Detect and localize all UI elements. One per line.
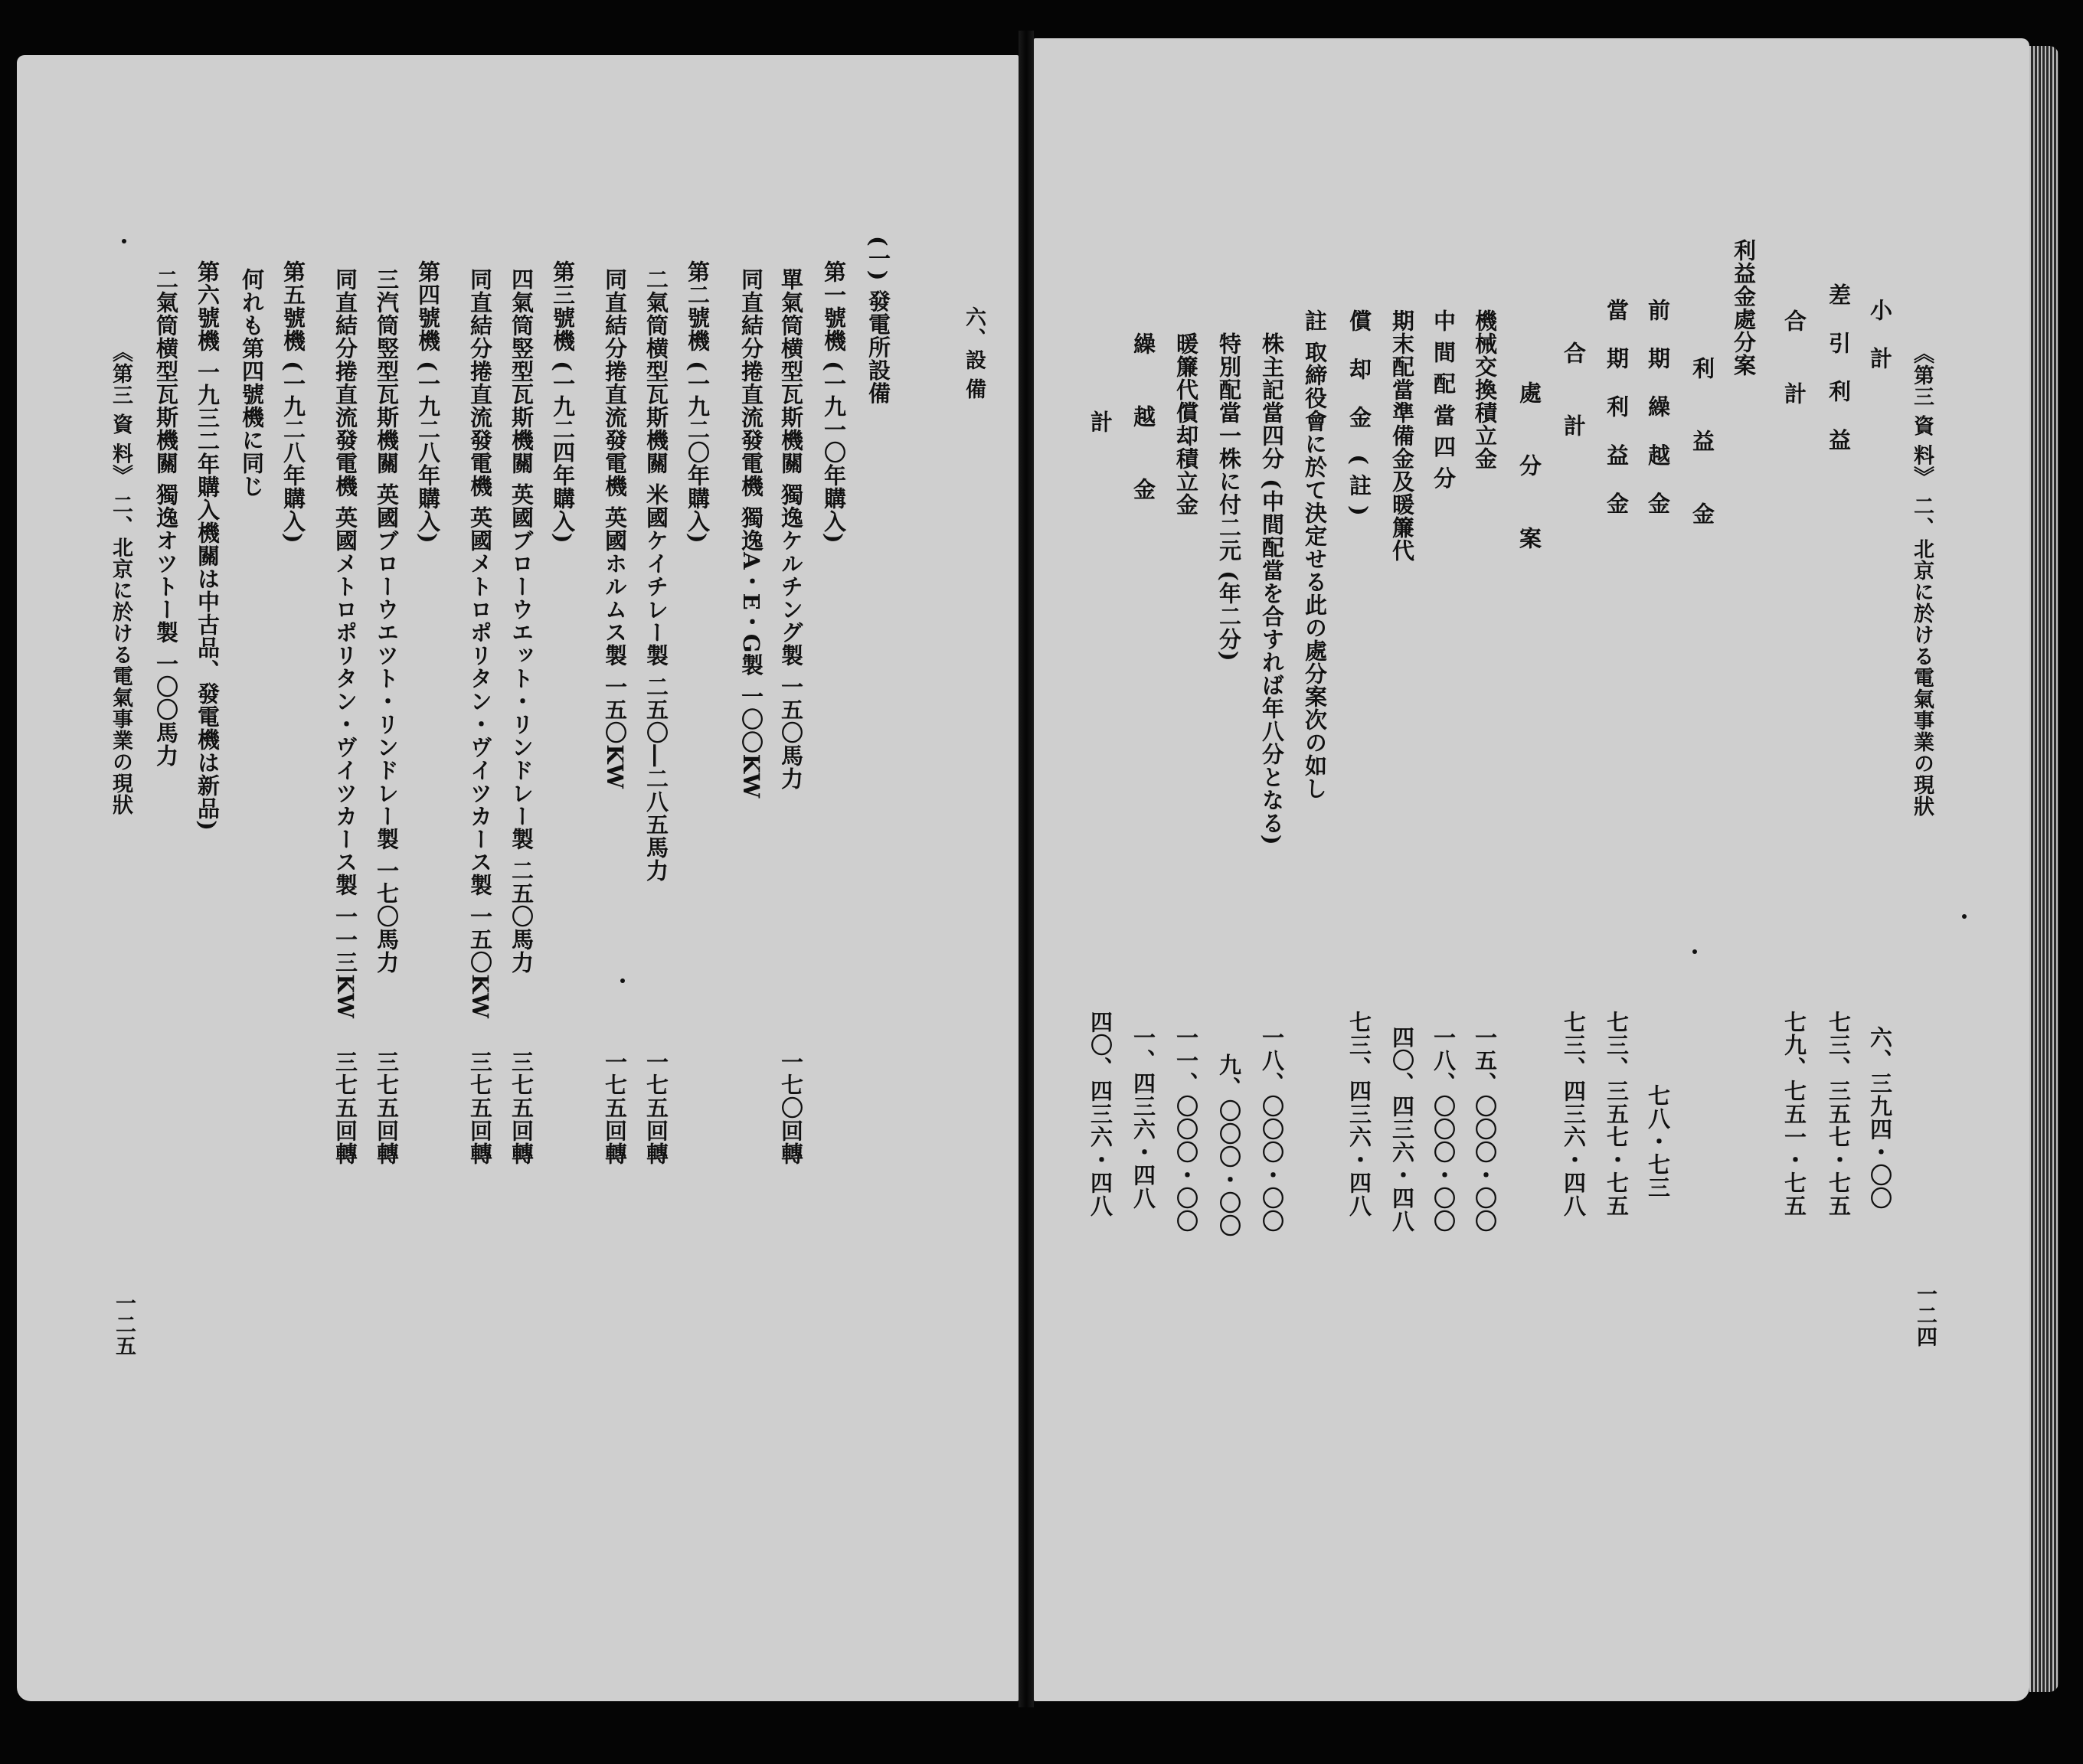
ink-speck <box>122 239 126 243</box>
row-label: 差 引 利 益 <box>1826 283 1852 460</box>
row-value: 七八・七三 <box>1645 1084 1671 1199</box>
machine-entry: 二氣筒横型瓦斯機關 獨逸オツトー製 一〇〇馬力 <box>153 268 179 768</box>
machine-entry: 單氣筒横型瓦斯機關 獨逸ケルチング製 一五〇馬力 <box>778 268 804 791</box>
rpm-value: 三七五回轉 <box>332 1050 358 1165</box>
row-label: 當 期 利 益 金 <box>1604 299 1630 524</box>
row-value: 一一、〇〇〇・〇〇 <box>1173 1026 1199 1233</box>
row-value: 一八、〇〇〇・〇〇 <box>1259 1026 1285 1233</box>
footnote-line: 株主記當四分 (中間配當を合すれば年八分となる) <box>1259 332 1285 846</box>
row-value: 九、〇〇〇・〇〇 <box>1216 1054 1242 1237</box>
running-header: 《第三 資 料》 二、北京に於ける電氣事業の現狀 <box>1910 343 1934 818</box>
row-label: 償 却 金 (註) <box>1346 309 1372 525</box>
row-value: 一、四三六・四八 <box>1130 1026 1156 1210</box>
row-value: 七三、四三六・四八 <box>1346 1011 1372 1217</box>
row-value: 一八、〇〇〇・〇〇 <box>1431 1026 1457 1233</box>
subsection-heading: (一) 發電所設備 <box>865 236 891 405</box>
book-gutter <box>1019 31 1034 1707</box>
machine-entry: 第二號機 (一九二〇年購入) <box>685 260 711 544</box>
section-heading: 利 益 金 <box>1689 357 1715 547</box>
row-label: 前 期 繰 越 金 <box>1645 299 1671 524</box>
running-header: 《第三 資 料》 二、北京に於ける電氣事業の現狀 <box>109 341 132 816</box>
footnote-line: 特別配當一株に付二元 (年二分) <box>1216 332 1242 662</box>
row-label: 合 計 <box>1781 309 1807 426</box>
row-value: 六、三九四・〇〇 <box>1867 1026 1893 1210</box>
machine-entry: 四氣筒竪型瓦斯機關 英國ブローウエット・リンドレー製 二五〇馬力 <box>508 268 535 975</box>
row-label: 繰 越 金 <box>1130 332 1156 522</box>
page-number: 一二四 <box>1913 1283 1937 1348</box>
footnote: 註 取締役會に於て決定せる此の處分案次の如し <box>1302 309 1328 801</box>
rpm-value: 三七五回轉 <box>467 1050 493 1165</box>
machine-entry: 三汽筒竪型瓦斯機關 英國ブローウエツト・リンドレー製 一七〇馬力 <box>374 268 400 975</box>
machine-entry: 第五號機 (一九二八年購入) <box>280 260 306 544</box>
machine-entry: 同直結分捲直流發電機 英國メトロポリタン・ヴイツカース製 一一三KW <box>332 268 358 1019</box>
machine-entry: 同直結分捲直流發電機 英國メトロポリタン・ヴイツカース製 一五〇KW <box>467 268 493 1019</box>
ink-speck <box>1962 914 1967 919</box>
row-value: 七三、三五七・七五 <box>1826 1011 1852 1217</box>
page-number: 一二五 <box>112 1292 136 1357</box>
machine-entry: 第一號機 (一九一〇年購入) <box>821 260 847 544</box>
row-label: 期末配當準備金及暖簾代 <box>1389 309 1415 562</box>
ink-speck <box>620 978 625 983</box>
rpm-value: 一七五回轉 <box>643 1050 669 1165</box>
rpm-value: 一七〇回轉 <box>778 1050 804 1165</box>
row-label: 小 計 <box>1867 299 1893 379</box>
row-value: 七九、七五一・七五 <box>1781 1011 1807 1217</box>
row-value: 七三、四三六・四八 <box>1561 1011 1587 1217</box>
machine-entry: 同直結分捲直流發電機 英國ホルムス製 一五〇KW <box>602 268 628 789</box>
machine-entry: 何れも第四號機に同じ <box>239 268 265 498</box>
machine-entry: 二氣筒横型瓦斯機關 米國ケイチレー製 二五〇―二八五馬力 <box>643 268 669 883</box>
machine-entry: 第四號機 (一九二八年購入) <box>415 260 441 544</box>
row-label: 合 計 <box>1561 341 1587 459</box>
row-value: 四〇、四三六・四八 <box>1389 1026 1415 1233</box>
machine-entry: 第六號機 一九三二年購入機關は中古品、發電機は新品) <box>195 260 221 831</box>
machine-entry: 第三號機 (一九二四年購入) <box>550 260 576 544</box>
row-value: 一五、〇〇〇・〇〇 <box>1472 1026 1498 1233</box>
ink-speck <box>1692 949 1697 954</box>
rpm-value: 三七五回轉 <box>374 1050 400 1165</box>
row-label: 計 <box>1087 410 1113 433</box>
right-page <box>1034 38 2029 1701</box>
row-value: 七三、三五七・七五 <box>1604 1011 1630 1217</box>
page-edge-stack <box>2029 46 2058 1692</box>
machine-entry: 同直結分捲直流發電機 獨逸A・E・G製 一〇〇KW <box>738 268 764 799</box>
row-label: 機械交換積立金 <box>1472 309 1498 470</box>
rpm-value: 一七五回轉 <box>602 1050 628 1165</box>
row-label: 中 間 配 當 四 分 <box>1431 309 1457 490</box>
section-heading: 利益金處分案 <box>1731 239 1757 377</box>
row-value: 四〇、四三六・四八 <box>1087 1011 1113 1217</box>
rpm-value: 三七五回轉 <box>508 1050 535 1165</box>
section-title: 六、設 備 <box>962 306 986 400</box>
section-heading: 處 分 案 <box>1516 381 1542 571</box>
left-page <box>17 55 1019 1701</box>
footnote-line: 暖簾代償却積立金 <box>1173 332 1199 516</box>
